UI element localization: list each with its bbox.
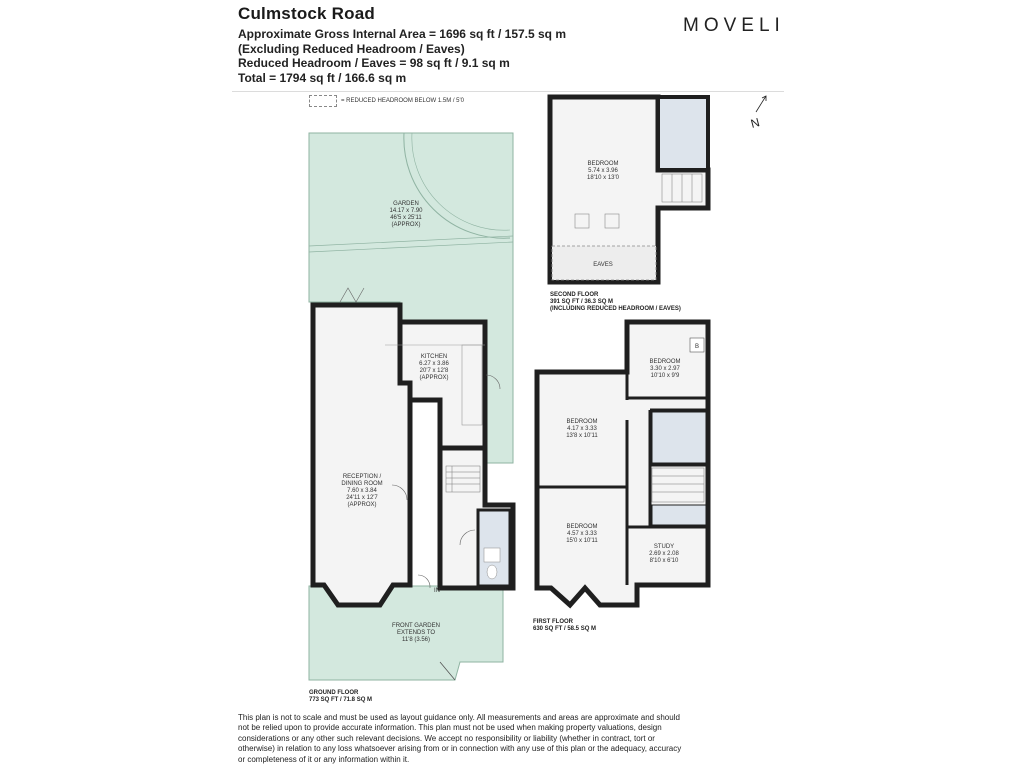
svg-text:(APPROX): (APPROX)	[347, 502, 377, 508]
svg-text:GARDEN: GARDEN	[393, 201, 419, 207]
svg-text:24'11 x 12'7: 24'11 x 12'7	[346, 495, 378, 501]
svg-text:3.30 x 2.97: 3.30 x 2.97	[650, 366, 680, 372]
first-floor-caption	[533, 619, 596, 632]
svg-text:KITCHEN: KITCHEN	[420, 354, 448, 360]
svg-text:10'10 x 9'9: 10'10 x 9'9	[650, 373, 680, 379]
svg-text:BEDROOM: BEDROOM	[566, 524, 598, 530]
svg-text:BEDROOM: BEDROOM	[566, 419, 598, 425]
property-title: Culmstock Road	[238, 4, 375, 23]
legend-text: = REDUCED HEADROOM BELOW 1.5M / 5'0	[341, 98, 465, 104]
compass-icon	[749, 96, 766, 131]
second-floor-caption	[550, 292, 681, 312]
excluding-text: (Excluding Reduced Headroom / Eaves)	[238, 41, 465, 56]
svg-text:EXTENDS TO: EXTENDS TO	[396, 630, 436, 636]
kitchen-room	[400, 322, 485, 448]
svg-text:20'7 x 12'8: 20'7 x 12'8	[419, 368, 449, 374]
svg-text:SECOND FLOOR: SECOND FLOOR	[550, 292, 599, 298]
bedroom-front-label	[566, 524, 598, 544]
svg-text:46'5 x 25'11: 46'5 x 25'11	[390, 215, 422, 221]
second-floor-shower	[658, 97, 708, 170]
eaves-label: EAVES	[593, 262, 613, 268]
svg-text:DINING ROOM: DINING ROOM	[341, 481, 383, 487]
svg-text:(APPROX): (APPROX)	[391, 222, 421, 228]
svg-text:13'8 x 10'11: 13'8 x 10'11	[566, 433, 598, 439]
svg-text:18'10 x 13'0: 18'10 x 13'0	[587, 175, 619, 181]
cupboard-label: B	[694, 344, 700, 350]
svg-text:STUDY: STUDY	[653, 544, 675, 550]
svg-text:6.27 x 3.86: 6.27 x 3.86	[419, 361, 449, 367]
svg-text:5.74 x 3.96: 5.74 x 3.96	[588, 168, 618, 174]
svg-text:8'10 x 6'10: 8'10 x 6'10	[649, 558, 679, 564]
total-area-text: Total = 1794 sq ft / 166.6 sq m	[238, 70, 407, 85]
gross-area-text: Approximate Gross Internal Area = 1696 sq ft / 157.5 sq m	[238, 27, 567, 41]
first-floor-wc	[652, 505, 706, 525]
svg-text:391 SQ FT / 36.3 SQ M: 391 SQ FT / 36.3 SQ M	[550, 299, 614, 305]
disclaimer-text: This plan is not to scale and must be used as layout guidance only. All measurements and areas are approximate and should not be relied upon to provide accurate information. This plan must not be used when making property valuations, design considerations or any other such relevant decisions. We accept no responsibility or liability (whether in contract, tort or otherwise) in relation to any loss whatsoever arising from or in connection with any use of this plan or the adequacy, accuracy or completeness of it or any information within it.	[238, 713, 682, 764]
second-bedroom-label	[587, 161, 620, 181]
reduced-headroom-text: Reduced Headroom / Eaves = 98 sq ft / 9.1 sq m	[238, 56, 510, 71]
garden-label	[389, 201, 423, 228]
svg-text:FRONT GARDEN: FRONT GARDEN	[392, 623, 440, 629]
svg-text:(INCLUDING REDUCED HEADROOM /: (INCLUDING REDUCED HEADROOM / EAVES)	[550, 306, 681, 312]
svg-text:773 SQ FT / 71.8 SQ M: 773 SQ FT / 71.8 SQ M	[309, 697, 373, 703]
bedroom-left-label	[566, 419, 598, 439]
svg-text:630 SQ FT / 58.5 SQ M: 630 SQ FT / 58.5 SQ M	[533, 626, 597, 632]
wc-toilet	[487, 565, 497, 579]
svg-text:FIRST FLOOR: FIRST FLOOR	[533, 619, 573, 625]
svg-text:BEDROOM: BEDROOM	[587, 161, 619, 167]
ground-floor-caption	[309, 690, 372, 703]
svg-text:4.17 x 3.33: 4.17 x 3.33	[567, 426, 597, 432]
svg-text:BEDROOM: BEDROOM	[649, 359, 681, 365]
svg-text:(APPROX): (APPROX)	[419, 375, 449, 381]
svg-text:2.69 x 2.08: 2.69 x 2.08	[649, 551, 679, 557]
entrance-label: IN	[434, 588, 440, 594]
brand-logo: MOVELI	[683, 15, 785, 36]
svg-text:7.60 x 3.84: 7.60 x 3.84	[347, 488, 377, 494]
svg-text:RECEPTION /: RECEPTION /	[342, 474, 382, 480]
bedroom-right-label	[649, 359, 680, 379]
first-floor-bathroom	[652, 412, 706, 463]
reception-label	[341, 474, 382, 508]
kitchen-label	[419, 354, 449, 381]
svg-text:GROUND FLOOR: GROUND FLOOR	[309, 690, 359, 696]
reception-room	[313, 305, 410, 605]
wc-sink	[484, 548, 500, 562]
svg-text:14.17 x 7.90: 14.17 x 7.90	[389, 208, 423, 214]
svg-text:15'0 x 10'11: 15'0 x 10'11	[566, 538, 598, 544]
svg-text:N: N	[749, 115, 762, 131]
svg-text:11'8 (3.56): 11'8 (3.56)	[401, 637, 431, 643]
svg-text:4.57 x 3.33: 4.57 x 3.33	[567, 531, 597, 537]
